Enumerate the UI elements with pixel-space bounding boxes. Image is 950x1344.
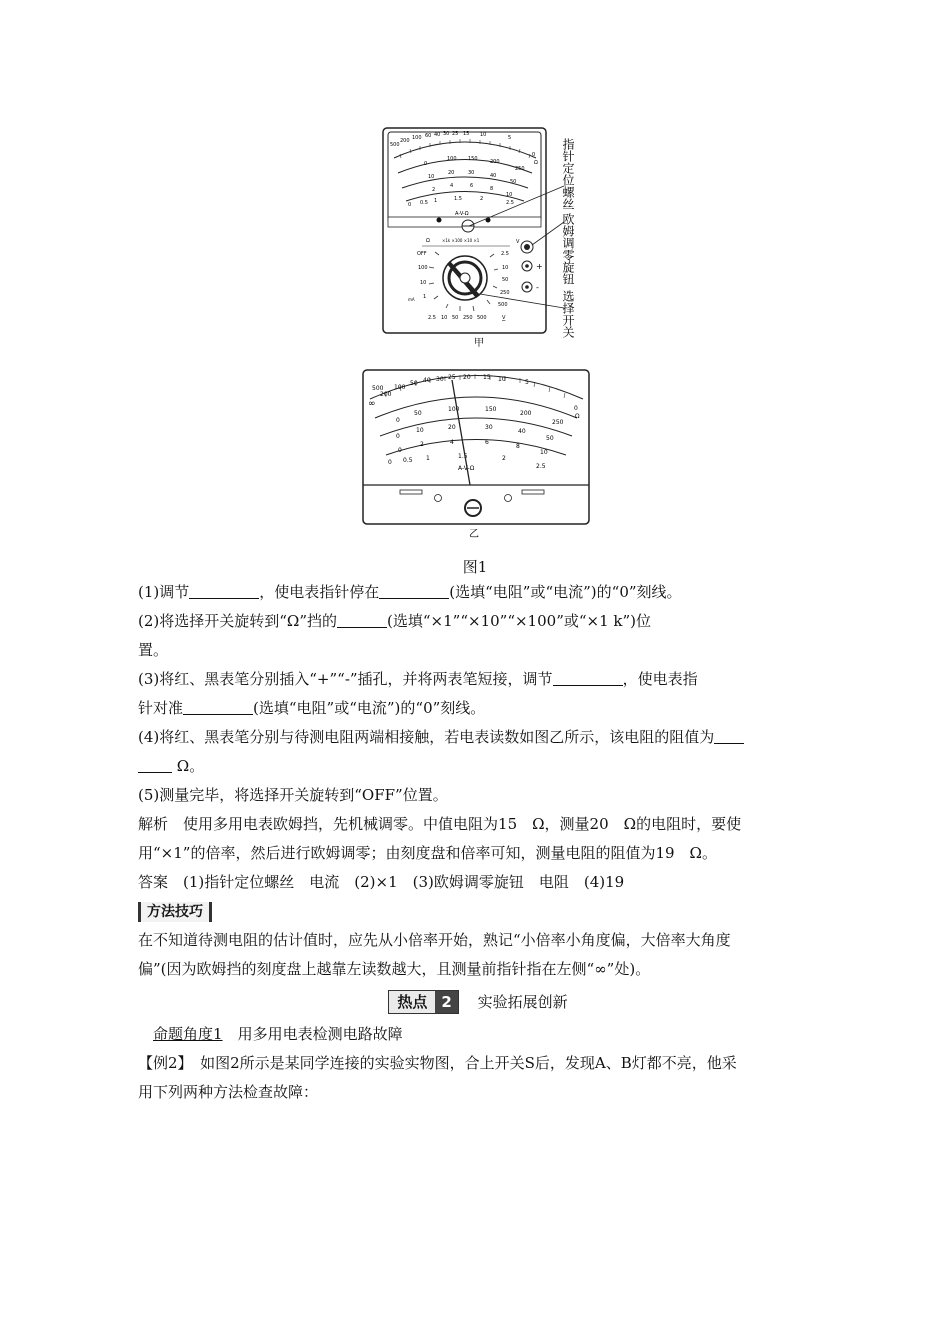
example-text-1: 如图2所示是某同学连接的实验实物图，合上开关S后，发现A、B灯都不亮，他采 bbox=[200, 1053, 737, 1072]
ohm-top-7: 20 bbox=[463, 374, 471, 381]
question-3-cont bbox=[138, 694, 818, 723]
scale-a-2: 100 bbox=[447, 156, 457, 162]
yi-scale-c-4: 8 bbox=[516, 443, 520, 450]
v-right-3: 250 bbox=[500, 290, 510, 296]
scale-c-5: 10 bbox=[506, 192, 513, 198]
ohm-scale-jia-6: 25 bbox=[452, 131, 459, 137]
yi-scale-b-5: 50 bbox=[546, 435, 554, 442]
yi-scale-c-3: 6 bbox=[485, 439, 489, 446]
v-bottom-2: 50 bbox=[452, 315, 459, 321]
yi-scale-a-1: 50 bbox=[414, 410, 422, 417]
callout-pointer-screw: 指针定位螺丝 bbox=[561, 138, 575, 210]
scale-d-2: 1 bbox=[434, 198, 438, 204]
scale-d-4: 2 bbox=[480, 196, 484, 202]
multiplier-labels: ×1k ×100 ×10 ×1 bbox=[442, 238, 480, 243]
v-right-1: 10 bbox=[502, 265, 509, 271]
minus-label: - bbox=[536, 283, 539, 292]
q1-text-c: (选填“电阻”或“电流”)的“0”刻线。 bbox=[449, 583, 682, 601]
ohm-top-10: 5 bbox=[525, 379, 529, 386]
q4-text-b: Ω。 bbox=[176, 757, 205, 775]
tips-heading-row bbox=[138, 897, 818, 926]
scale-c-3: 6 bbox=[470, 183, 474, 189]
q3-blank-2[interactable] bbox=[183, 699, 253, 715]
q3-text-b: ，使电表指 bbox=[622, 670, 698, 688]
yi-scale-d-3: 1.5 bbox=[458, 453, 468, 460]
ma-label-0: 100 bbox=[418, 265, 428, 271]
inf-symbol: ∞ bbox=[368, 399, 376, 409]
ohm-scale-jia-5: 30 bbox=[443, 131, 450, 137]
q1-blank-1[interactable] bbox=[189, 583, 259, 599]
tips-line-1: 在不知道待测电阻的估计值时，应先从小倍率开始，熟记“小倍率小角度偏，大倍率大角度 bbox=[138, 931, 731, 949]
yi-scale-a-3: 150 bbox=[485, 406, 497, 413]
q2-text-a: (2)将选择开关旋转到“Ω”挡的 bbox=[138, 612, 338, 630]
tips-heading: 方法技巧 bbox=[138, 902, 212, 922]
v-unit: V bbox=[502, 315, 506, 321]
question-4 bbox=[138, 723, 818, 752]
question-2 bbox=[138, 607, 818, 636]
dial-center-jia: A-V-Ω bbox=[455, 211, 469, 217]
ohm-scale-jia-9: 5 bbox=[508, 135, 512, 141]
scale-b-1: 10 bbox=[428, 174, 435, 180]
ohm-scale-jia-4: 40 bbox=[434, 132, 441, 138]
angle-line bbox=[138, 1020, 818, 1049]
scale-d-3: 1.5 bbox=[454, 196, 462, 202]
scale-b-3: 30 bbox=[468, 170, 475, 176]
ohm-top-6: 25 bbox=[448, 374, 456, 381]
dc-mark: V bbox=[516, 239, 520, 245]
scale-a-0: 0 bbox=[424, 161, 428, 167]
yi-scale-b-2: 20 bbox=[448, 424, 456, 431]
yi-scale-c-1: 2 bbox=[420, 441, 424, 448]
angle-label: 命题角度1 bbox=[153, 1024, 223, 1043]
ohm-scale-jia-7: 15 bbox=[463, 131, 470, 137]
yi-scale-a-0: 0 bbox=[396, 417, 400, 424]
answer-text: (1)指针定位螺丝 电流 (2)×1 (3)欧姆调零旋钮 电阻 (4)19 bbox=[183, 873, 625, 891]
figure-caption: 图1 bbox=[462, 558, 488, 576]
example-label: 【例2】 bbox=[138, 1053, 186, 1072]
yi-scale-d-4: 2 bbox=[502, 455, 506, 462]
scale-b-5: 50 bbox=[510, 179, 517, 185]
q3-blank-1[interactable] bbox=[553, 670, 623, 686]
hotspot-number: 2 bbox=[435, 991, 457, 1013]
yi-scale-d-2: 1 bbox=[426, 455, 430, 462]
yi-scale-b-0: 0 bbox=[396, 433, 400, 440]
scale-c-4: 8 bbox=[490, 186, 494, 192]
v-bottom-1: 10 bbox=[441, 315, 448, 321]
v-bottom-0: 2.5 bbox=[428, 315, 436, 321]
meter-yi bbox=[363, 370, 589, 538]
yi-scale-c-2: 4 bbox=[450, 439, 454, 446]
v-right-0: 2.5 bbox=[501, 251, 509, 257]
analysis-text-1: 使用多用电表欧姆挡，先机械调零。中值电阻为15 Ω，测量20 Ω的电阻时，要使 bbox=[183, 815, 742, 833]
question-1 bbox=[138, 578, 818, 607]
scale-b-2: 20 bbox=[448, 170, 455, 176]
angle-text: 用多用电表检测电路故障 bbox=[237, 1024, 403, 1043]
yi-scale-b-1: 10 bbox=[416, 427, 424, 434]
callout-ohm-knob: 欧姆调零旋钮 bbox=[561, 213, 575, 285]
hotspot-label: 热点 bbox=[389, 991, 435, 1013]
q3-text-a: (3)将红、黑表笔分别插入“+”“-”插孔，并将两表笔短接，调节 bbox=[138, 670, 553, 688]
question-5: (5)测量完毕，将选择开关旋转到“OFF”位置。 bbox=[138, 786, 448, 804]
ohm-top-11: 0 bbox=[574, 405, 578, 412]
ohm-top-9: 10 bbox=[498, 376, 506, 383]
ohm-top-3: 50 bbox=[410, 380, 418, 387]
question-4-cont bbox=[138, 752, 818, 781]
jia-label: 甲 bbox=[474, 338, 484, 349]
scale-d-1: 0.5 bbox=[420, 200, 428, 206]
yi-scale-a-4: 200 bbox=[520, 410, 532, 417]
answer-label: 答案 bbox=[138, 873, 169, 891]
q1-blank-2[interactable] bbox=[379, 583, 449, 599]
q4-blank-2[interactable] bbox=[138, 757, 172, 773]
example-line-2: 用下列两种方法检查故障： bbox=[138, 1082, 319, 1101]
ohm-scale-jia-10: 0 bbox=[532, 152, 536, 158]
question-3 bbox=[138, 665, 818, 694]
q2-text-b: (选填“×1”“×10”“×100”或“×1 k”)位 bbox=[387, 612, 652, 630]
analysis-line-1 bbox=[138, 810, 818, 839]
yi-scale-d-0: 0 bbox=[388, 459, 392, 466]
ohm-label-panel: Ω bbox=[426, 238, 430, 244]
analysis-label: 解析 bbox=[138, 815, 169, 833]
q4-blank-1[interactable] bbox=[714, 728, 744, 744]
q1-text-a: (1)调节 bbox=[138, 583, 190, 601]
ohm-scale-jia-0: 500 bbox=[390, 142, 400, 148]
ma-label-1: 10 bbox=[420, 280, 427, 286]
ohm-symbol-yi: Ω bbox=[575, 413, 580, 420]
dial-center-yi: A-V-Ω bbox=[458, 465, 475, 472]
ohm-top-8: 15 bbox=[483, 374, 491, 381]
v-bottom-3: 250 bbox=[463, 315, 473, 321]
ohm-top-1: 200 bbox=[380, 391, 392, 398]
meter-jia bbox=[383, 128, 564, 349]
answer-line bbox=[138, 868, 818, 897]
callout-selector: 选择开关 bbox=[561, 290, 575, 338]
yi-scale-b-3: 30 bbox=[485, 424, 493, 431]
scale-c-2: 4 bbox=[450, 183, 454, 189]
hotspot-row bbox=[138, 987, 818, 1017]
q4-text-a: (4)将红、黑表笔分别与待测电阻两端相接触，若电表读数如图乙所示，该电阻的阻值为 bbox=[138, 728, 715, 746]
ohm-top-5: 30 bbox=[436, 376, 444, 383]
yi-scale-b-4: 40 bbox=[518, 428, 526, 435]
example-line-1 bbox=[138, 1049, 818, 1078]
ohm-scale-jia-2: 100 bbox=[412, 135, 422, 141]
ohm-top-0: 500 bbox=[372, 385, 384, 392]
yi-scale-a-2: 100 bbox=[448, 406, 460, 413]
multimeter-figure bbox=[330, 118, 630, 538]
hotspot-badge bbox=[388, 990, 458, 1014]
ohm-top-2: 100 bbox=[394, 384, 406, 391]
v-right-4: 500 bbox=[498, 302, 508, 308]
scale-d-0: 0 bbox=[408, 202, 412, 208]
yi-scale-d-1: 0.5 bbox=[403, 457, 413, 464]
scale-a-5: 250 bbox=[515, 166, 525, 172]
question-body bbox=[138, 578, 818, 1107]
scale-c-1: 2 bbox=[432, 187, 436, 193]
yi-scale-c-0: 0 bbox=[398, 447, 402, 454]
tips-line-2: 偏”(因为欧姆挡的刻度盘上越靠左读数越大，且测量前指针指在左侧“∞”处)。 bbox=[138, 960, 651, 978]
yi-scale-d-5: 2.5 bbox=[536, 463, 546, 470]
scale-a-3: 150 bbox=[468, 156, 478, 162]
scale-a-4: 200 bbox=[490, 159, 500, 165]
figure-1 bbox=[330, 118, 630, 542]
off-label: OFF bbox=[417, 251, 427, 257]
scale-d-5: 2.5 bbox=[506, 200, 514, 206]
q1-text-b: ，使电表指针停在 bbox=[259, 583, 380, 601]
yi-scale-c-5: 10 bbox=[540, 449, 548, 456]
yi-label: 乙 bbox=[469, 529, 479, 538]
q3-text-d: (选填“电阻”或“电流”)的“0”刻线。 bbox=[253, 699, 486, 717]
plus-label: + bbox=[536, 262, 543, 271]
q2-blank[interactable] bbox=[337, 612, 387, 628]
ma-unit: mA bbox=[408, 297, 415, 302]
ohm-scale-jia-8: 10 bbox=[480, 132, 487, 138]
v-right-2: 50 bbox=[502, 277, 509, 283]
question-2-cont: 置。 bbox=[138, 641, 169, 659]
analysis-line-2: 用“×1”的倍率，然后进行欧姆调零；由刻度盘和倍率可知，测量电阻的阻值为19 Ω。 bbox=[138, 844, 717, 862]
ohm-symbol-jia: Ω bbox=[534, 160, 538, 166]
hotspot-title: 实验拓展创新 bbox=[477, 992, 568, 1011]
ma-label-2: 1 bbox=[423, 294, 427, 300]
v-bottom-4: 500 bbox=[477, 315, 487, 321]
ohm-top-4: 40 bbox=[423, 377, 431, 384]
q3-text-c: 针对准 bbox=[138, 699, 184, 717]
scale-b-4: 40 bbox=[490, 173, 497, 179]
ohm-scale-jia-1: 200 bbox=[400, 138, 410, 144]
yi-scale-a-5: 250 bbox=[552, 419, 564, 426]
ohm-scale-jia-3: 60 bbox=[425, 133, 432, 139]
